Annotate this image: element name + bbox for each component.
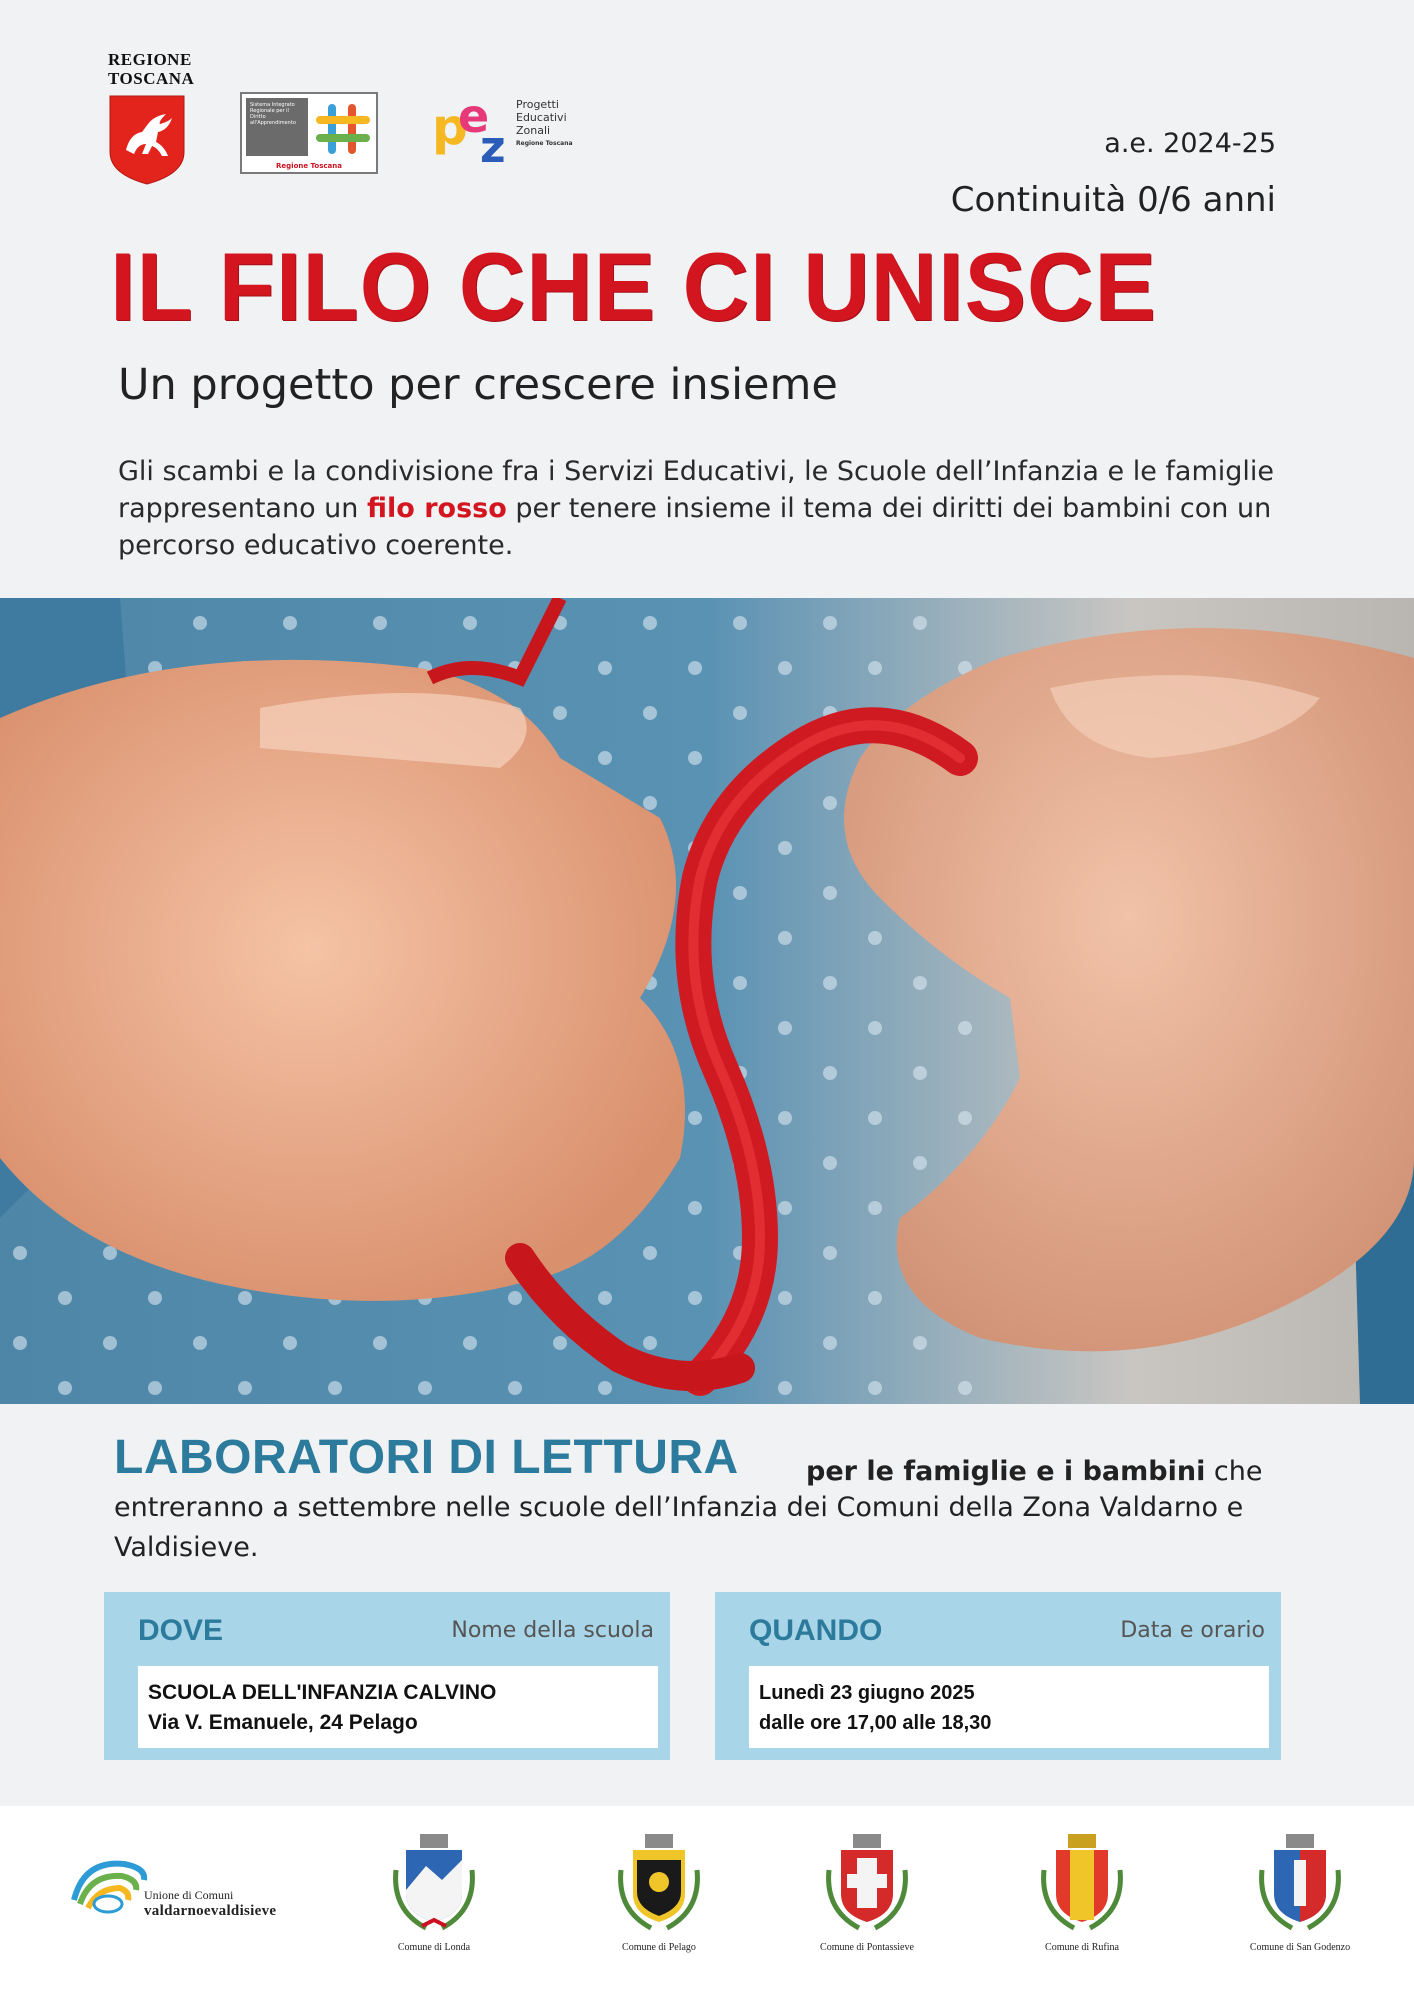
dove-panel — [138, 1666, 658, 1748]
pontassieve-crest-icon — [819, 1830, 915, 1936]
pez-line3: Zonali — [516, 124, 551, 137]
pez-text — [516, 98, 573, 150]
quando-panel — [749, 1666, 1269, 1748]
quando-hint: Data e orario — [1120, 1618, 1265, 1643]
unione-swirl-icon — [64, 1850, 154, 1930]
unione-comuni-logo — [64, 1850, 294, 1940]
lab-inline-bold: per le famiglie e i bambini — [806, 1456, 1206, 1487]
unione-small: Unione di Comuni — [144, 1888, 234, 1902]
pez-line2: Educativi — [516, 111, 567, 124]
pez-line4: Regione Toscana — [516, 140, 573, 147]
pez-letters-icon — [432, 92, 514, 168]
unione-text — [144, 1888, 276, 1920]
svg-text:p: p — [432, 98, 468, 156]
hashtag-icon — [314, 102, 372, 156]
lab-description: entreranno a settembre nelle scuole dell’Infanzia dei Comuni della Zona Valdarno e Valdisieve. — [114, 1492, 1244, 1563]
pez-logo — [432, 92, 592, 170]
pez-line1: Progetti — [516, 98, 559, 111]
pontassieve-caption: Comune di Pontassieve — [820, 1942, 914, 1953]
dove-school-name: SCUOLA DELL'INFANZIA CALVINO — [148, 1681, 497, 1704]
intro-highlight: filo rosso — [367, 493, 507, 524]
londa-crest-icon — [386, 1830, 482, 1936]
quando-time: dalle ore 17,00 alle 18,30 — [759, 1712, 992, 1734]
comune-san-godenzo — [1230, 1830, 1370, 1953]
san-godenzo-caption: Comune di San Godenzo — [1249, 1942, 1351, 1953]
sira-description: Sistema Integrato Regionale per il Diritto all'Apprendimento — [246, 98, 308, 156]
comune-pelago — [589, 1830, 729, 1953]
lab-title: LABORATORI DI LETTURA — [114, 1431, 739, 1484]
san-godenzo-crest-icon — [1252, 1830, 1348, 1936]
intro-text-2: per tenere insieme il tema dei diritti dei bambini con un percorso educativo coerente. — [118, 493, 1272, 561]
academic-year: a.e. 2024-25 — [1104, 128, 1276, 159]
londa-caption: Comune di Londa — [397, 1942, 471, 1953]
pelago-caption: Comune di Pelago — [622, 1942, 696, 1953]
dove-hint: Nome della scuola — [451, 1618, 654, 1643]
hands-red-thread-photo — [0, 598, 1414, 1404]
regione-label: REGIONE — [108, 50, 192, 69]
svg-text:e: e — [458, 92, 490, 143]
lab-inline-text — [806, 1456, 1263, 1487]
sira-caption: Regione Toscana — [276, 162, 342, 170]
dove-label: DOVE — [138, 1614, 224, 1647]
page-title: IL FILO CHE CI UNISCE — [110, 233, 1157, 342]
comune-rufina — [1012, 1830, 1152, 1953]
regione-toscana-logo — [108, 50, 198, 195]
pegasus-shield-icon — [108, 94, 186, 186]
page-subtitle: Un progetto per crescere insieme — [118, 360, 838, 410]
quando-date: Lunedì 23 giugno 2025 — [759, 1682, 975, 1704]
sira-logo — [240, 92, 378, 174]
pelago-crest-icon — [611, 1830, 707, 1936]
comune-londa — [364, 1830, 504, 1953]
dove-box — [104, 1592, 670, 1760]
photo-illustration — [0, 598, 1414, 1404]
lab-inline-rest: che — [1205, 1456, 1263, 1487]
rufina-caption: Comune di Rufina — [1045, 1942, 1119, 1953]
quando-label: QUANDO — [749, 1614, 883, 1647]
dove-address: Via V. Emanuele, 24 Pelago — [148, 1711, 418, 1734]
continuity-label: Continuità 0/6 anni — [950, 180, 1276, 220]
unione-big: valdarnoevaldisieve — [144, 1903, 277, 1919]
quando-box — [715, 1592, 1281, 1760]
toscana-label: TOSCANA — [108, 69, 195, 88]
svg-text:z: z — [480, 122, 506, 168]
comune-pontassieve — [797, 1830, 937, 1953]
rufina-crest-icon — [1034, 1830, 1130, 1936]
intro-paragraph — [118, 453, 1298, 564]
intro-text-1: Gli scambi e la condivisione fra i Servizi Educativi, le Scuole dell’Infanzia e le famiglie rappresentano un — [118, 456, 1275, 524]
